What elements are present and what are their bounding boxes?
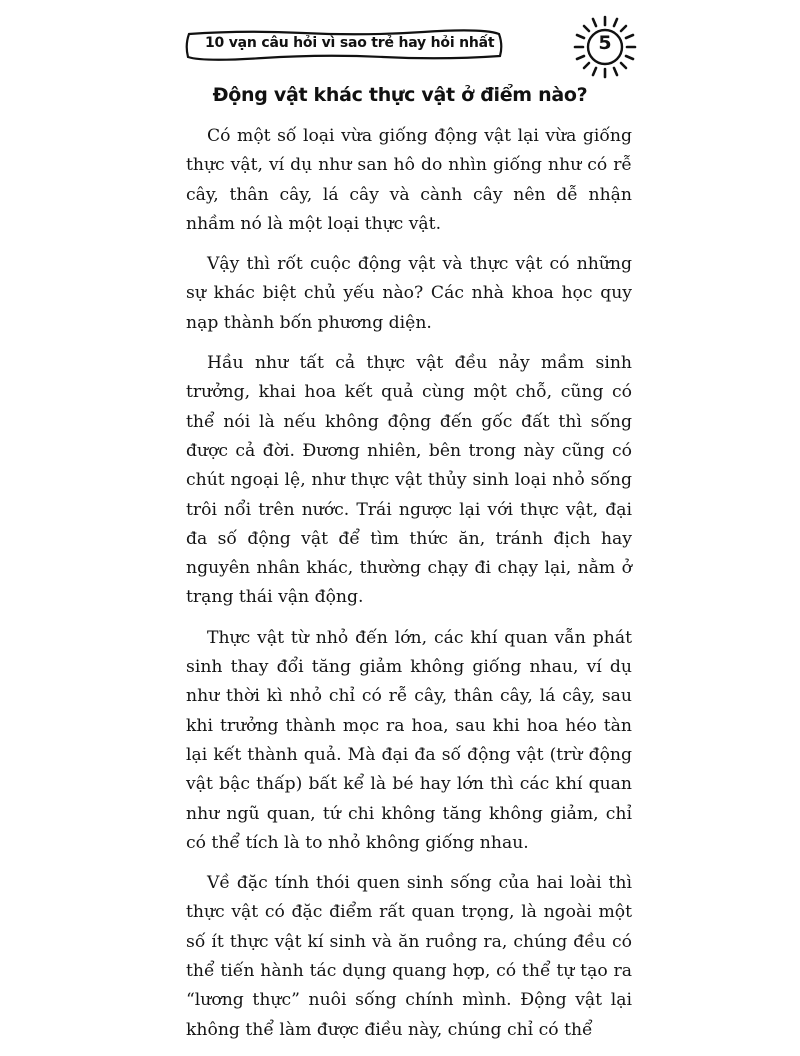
article-body bbox=[186, 122, 632, 1056]
paragraph: Có một số loại vừa giống động vật lại vừa giống thực vật, ví dụ như san hô do nhìn giống như có rễ cây, thân cây, lá cây và cành cây nên dễ nhận nhầm nó là một loại thực vật. bbox=[186, 126, 632, 234]
paragraph: Hầu như tất cả thực vật đều nảy mầm sinh trưởng, khai hoa kết quả cùng một chỗ, cũng có thể nói là nếu không động đến gốc đất thì sống được cả đời. Đương nhiên, bên trong này cũng có chút ngoại lệ, như thực vật thủy sinh loại nhỏ sống trôi nổi trên nước. Trái ngược lại với thực vật, đại đa số động vật để tìm thức ăn, tránh địch hay nguyên nhân khác, thường chạy đi chạy lại, nằm ở trạng thái vận động. bbox=[186, 353, 632, 608]
paragraph: Vậy thì rốt cuộc động vật và thực vật có những sự khác biệt chủ yếu nào? Các nhà khoa học quy nạp thành bốn phương diện. bbox=[186, 254, 632, 333]
paragraph: Thực vật từ nhỏ đến lớn, các khí quan vẫn phát sinh thay đổi tăng giảm không giống nhau, ví dụ như thời kì nhỏ chỉ có rễ cây, thân cây, lá cây, sau khi trưởng thành mọc ra hoa, sau khi hoa héo tàn lại kết thành quả. Mà đại đa số động vật (trừ động vật bậc thấp) bất kể là bé hay lớn thì các khí quan như ngũ quan, tứ chi không tăng không giảm, chỉ có thể tích là to nhỏ không giống nhau. bbox=[186, 627, 632, 853]
series-banner bbox=[183, 28, 505, 62]
page-number-sun bbox=[572, 14, 638, 80]
series-title: 10 vạn câu hỏi vì sao trẻ hay hỏi nhất bbox=[205, 35, 495, 51]
paragraph: Về đặc tính thói quen sinh sống của hai loài thì thực vật có đặc điểm rất quan trọng, là ngoài một số ít thực vật kí sinh và ăn ruồng ra, chúng đều có thể tiến hành tác dụng quang hợp, có thể tự tạo ra “lương thực” nuôi sống chính mình. Động vật lại không thể làm được điều này, chúng chỉ có thể bbox=[186, 873, 632, 1040]
page-number: 5 bbox=[598, 32, 612, 54]
article-title: Động vật khác thực vật ở điểm nào? bbox=[212, 84, 588, 106]
